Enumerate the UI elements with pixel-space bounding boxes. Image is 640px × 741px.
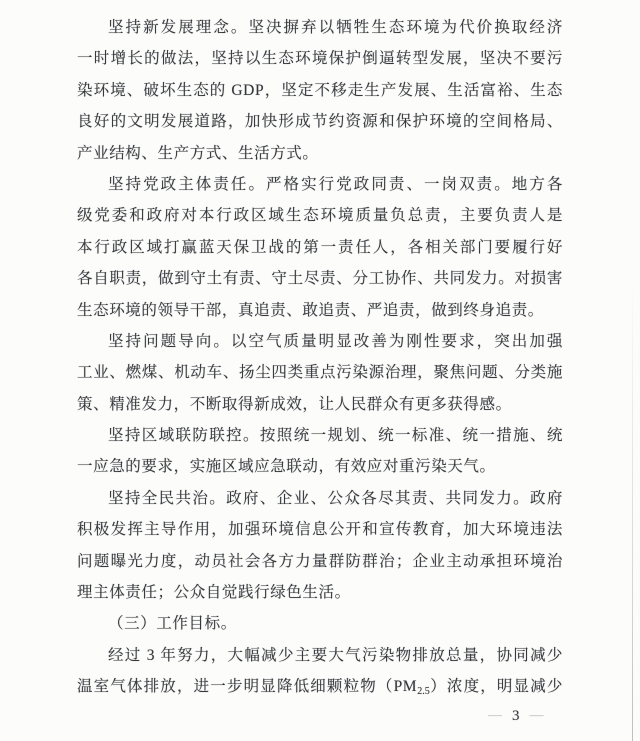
text-line: 级党委和政府对本行政区域生态环境质量负总责，主要负责人是 [77,207,563,225]
text-line: 坚持区域联防联控。按照统一规划、统一标准、统一措施、统 [108,427,563,445]
page-number-dash-left: — [488,709,502,722]
section-heading-line: （三）工作目标。 [108,615,237,633]
scan-edge-line [632,280,633,741]
text-line: 生态环境的领导干部，真追责、敢追责、严追责，做到终身追责。 [77,301,544,319]
text-line-pm25 [77,671,563,702]
text-line: 工业、燃煤、机动车、扬尘四类重点污染源治理，聚焦问题、分类施 [77,364,563,382]
text-line: 坚持问题导向。以空气质量明显改善为刚性要求，突出加强 [108,332,563,350]
page-number: 3 [512,708,520,724]
text-line: 积极发挥主导作用，加强环境信息公开和宣传教育，加大环境违法 [77,521,563,539]
page-number-dash-right: — [529,709,544,722]
text-line: 坚持全民共治。政府、企业、公众各尽其责、共同发力。政府 [108,489,563,507]
text-line: 产业结构、生产方式、生活方式。 [77,144,319,162]
pm-line-prefix: 温室气体排放，进一步明显降低细颗粒物（PM [77,678,418,696]
text-line: 各自职责，做到守土有责、守土尽责、分工协作、共同发力。对损害 [77,270,563,288]
text-line: 策、精准发力，不断取得新成效，让人民群众有更多获得感。 [77,395,512,413]
text-line: 经过 3 年努力，大幅减少主要大气污染物排放总量，协同减少 [108,646,563,664]
text-line: 本行政区域打赢蓝天保卫战的第一责任人，各相关部门要履行好 [77,238,563,256]
pm25-subscript: 2.5 [417,686,430,698]
text-line: 问题曝光力度，动员社会各方力量群防群治；企业主动承担环境治 [77,552,563,570]
page-footer [488,706,544,726]
text-line: 理主体责任；公众自觉践行绿色生活。 [77,584,351,602]
text-line: 坚持党政主体责任。严格实行党政同责、一岗双责。地方各 [108,175,563,193]
text-line: 一应急的要求，实施区域应急联动，有效应对重污染天气。 [77,458,496,476]
text-line: 坚持新发展理念。坚决摒弃以牺牲生态环境为代价换取经济 [108,19,563,36]
pm-line-suffix: ）浓度，明显减少 [429,678,563,696]
text-line: 良好的文明发展道路，加快形成节约资源和保护环境的空间格局、 [77,113,563,131]
document-text-block [77,12,563,703]
text-line: 染环境、破坏生态的 GDP，坚定不移走生产发展、生活富裕、生态 [77,81,563,99]
text-line: 一时增长的做法，坚持以生态环境保护倒逼转型发展，坚决不要污 [77,50,563,68]
